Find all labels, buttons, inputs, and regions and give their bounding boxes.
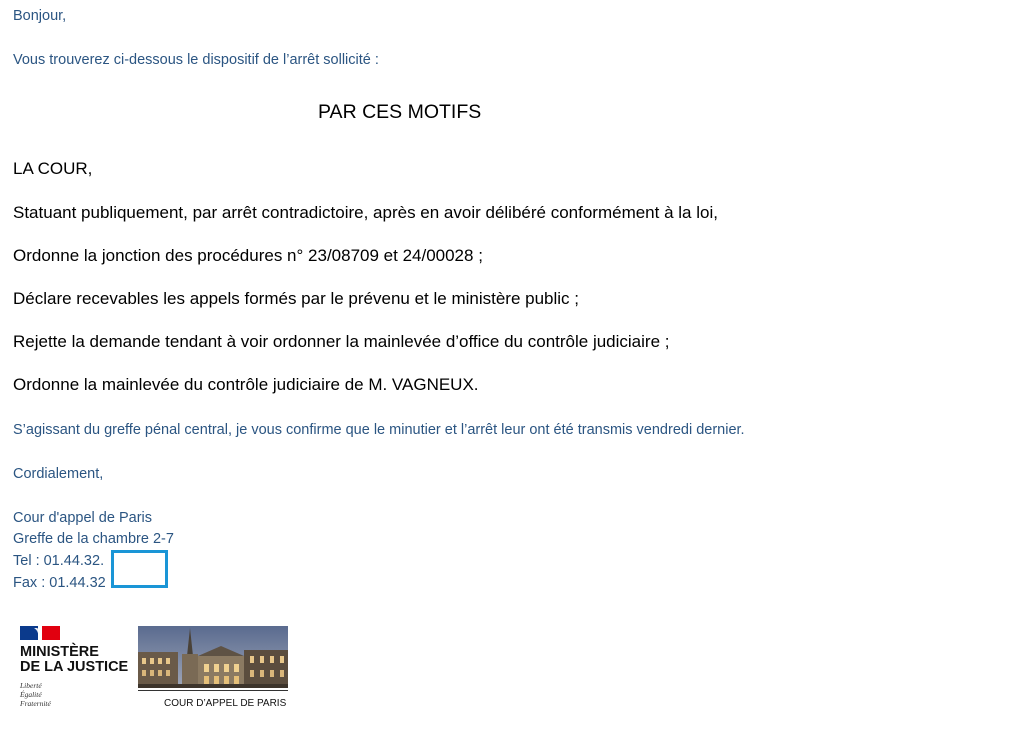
motto-fraternite: Fraternité (20, 699, 51, 708)
greeting: Bonjour, (13, 8, 67, 24)
ministry-logo (18, 624, 136, 714)
motto-liberte: Liberté (20, 681, 42, 690)
closing-line: Cordialement, (13, 466, 104, 482)
signature-fax: Fax : 01.44.32 (13, 575, 106, 591)
ruling-paragraph: Déclare recevables les appels formés par le prévenu et le ministère public ; (13, 289, 579, 308)
court-logo-caption: COUR D’APPEL DE PARIS (164, 698, 287, 709)
ruling-heading: PAR CES MOTIFS (318, 101, 482, 123)
ruling-paragraph: Ordonne la mainlevée du contrôle judiciaire de M. VAGNEUX. (13, 375, 479, 394)
logo-divider (138, 690, 288, 691)
signature-tel: Tel : 01.44.32. (13, 553, 105, 569)
ruling-paragraph: Rejette la demande tendant à voir ordonner la mainlevée d’office du contrôle judiciaire ; (13, 332, 670, 351)
signature-court-name: Cour d'appel de Paris (13, 510, 152, 526)
ministry-name-line1: MINISTÈRE (20, 644, 99, 660)
marianne-flag-icon (20, 626, 60, 640)
motto-egalite: Égalité (20, 690, 42, 699)
ministry-name (20, 645, 128, 675)
republic-motto (20, 681, 51, 708)
intro-line: Vous trouverez ci-dessous le dispositif de l’arrêt sollicité : (13, 52, 379, 68)
redaction-box (111, 550, 168, 588)
ruling-paragraph: Statuant publiquement, par arrêt contradictoire, après en avoir délibéré conformément à la loi, (13, 203, 718, 222)
marianne-profile-icon (20, 626, 60, 640)
followup-line: S’agissant du greffe pénal central, je vous confirme que le minutier et l’arrêt leur ont été transmis vendredi dernier. (13, 422, 745, 438)
ministry-name-line2: DE LA JUSTICE (20, 659, 129, 675)
palais-de-justice-image (138, 626, 288, 688)
court-line: LA COUR, (13, 159, 93, 178)
signature-chamber: Greffe de la chambre 2-7 (13, 531, 174, 547)
ruling-paragraph: Ordonne la jonction des procédures n° 23/08709 et 24/00028 ; (13, 246, 483, 265)
